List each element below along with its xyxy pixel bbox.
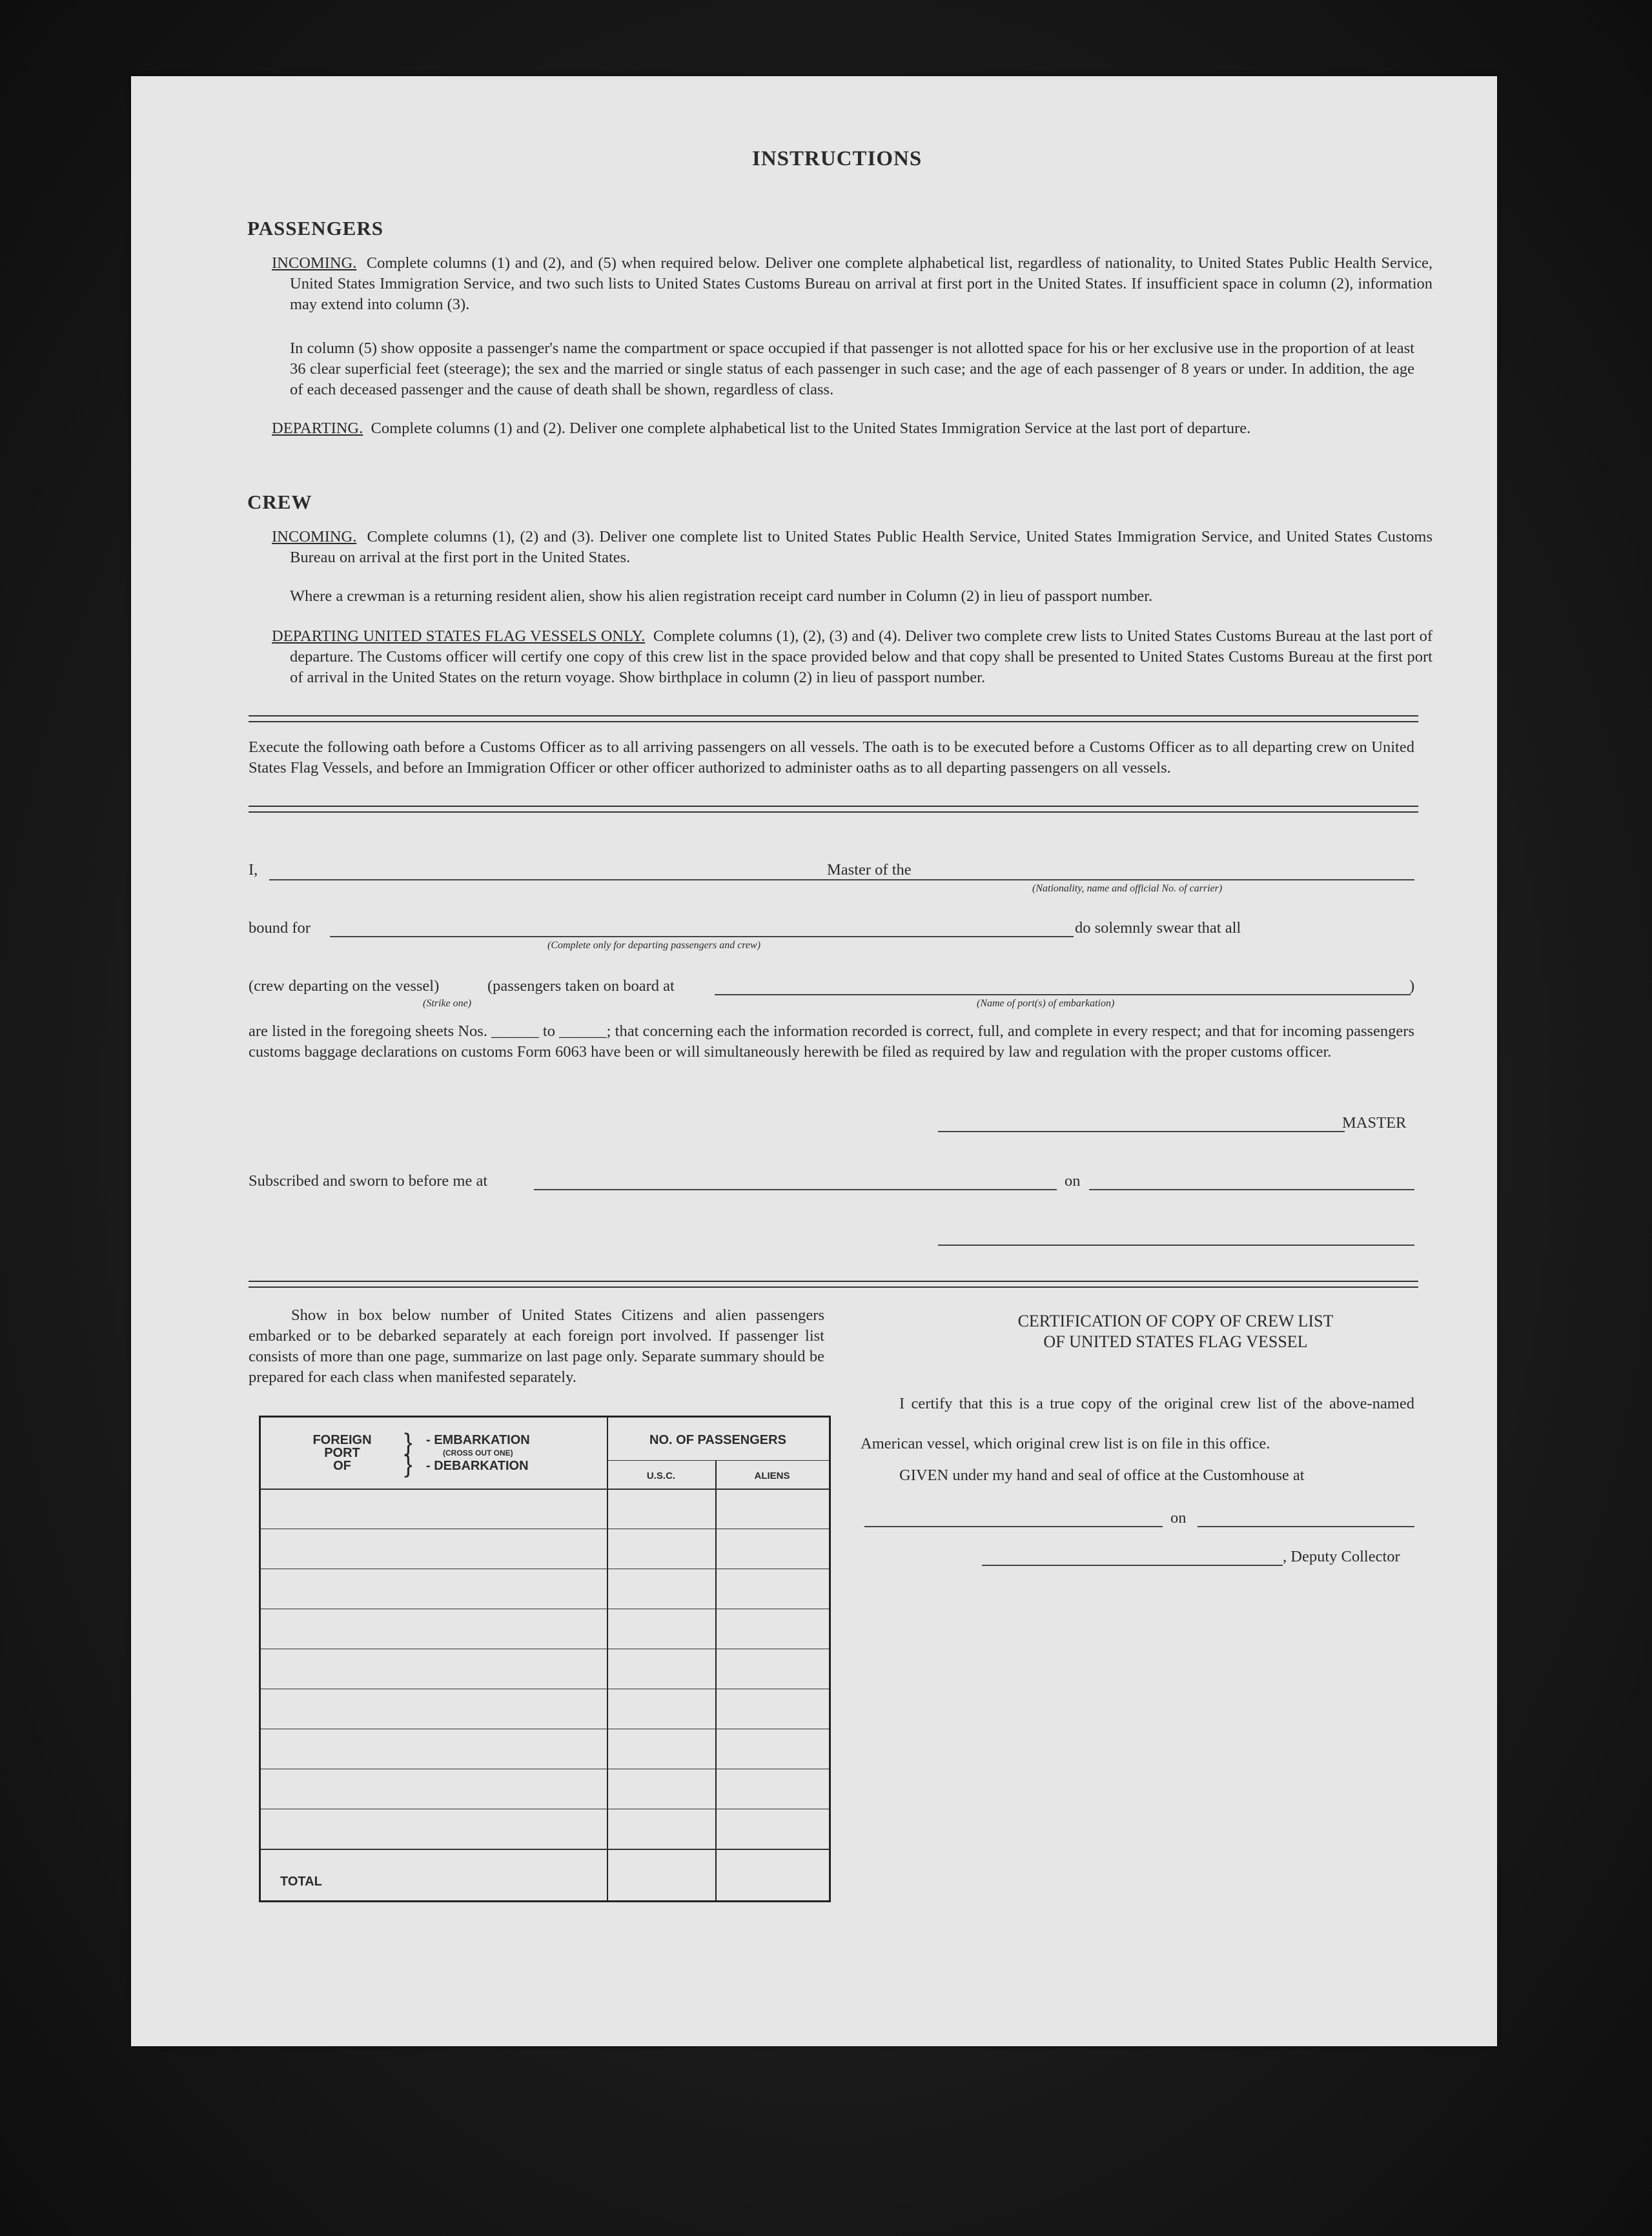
passengers-departing-label: DEPARTING. [272,420,363,437]
cross-out-note: (CROSS OUT ONE) [443,1448,513,1458]
subscribed-label: Subscribed and sworn to before me at [249,1172,488,1190]
certification-heading-line1: CERTIFICATION OF COPY OF CREW LIST [1017,1312,1334,1330]
table-total-divider [261,1849,829,1850]
passengers-departing-text: Complete columns (1) and (2). Deliver one complete alphabetical list to the United States Immigration Service at the last port of departure. [371,420,1251,437]
strike-caption: (Strike one) [423,998,472,1009]
certification-given-text: GIVEN under my hand and seal of office at the Customhouse at [899,1467,1305,1484]
crew-departing-text: Complete columns (1), (2), (3) and (4). Deliver two complete crew lists to United States Customs Bureau at the last port of departure. The Customs officer will certify one copy of this crew list in the space provided below and that copy shall be presented to United States Customs Bureau at the first port of arrival in the United States on the return voyage. Show birthplace in column (2) in lieu of passport number. [290,627,1433,686]
vessel-field[interactable] [935,879,1414,880]
swear-text: do solemnly swear that all [1075,919,1241,937]
oath-i-label: I, [249,861,258,879]
master-signature-line[interactable] [938,1131,1345,1132]
col-port-line3: OF [333,1459,351,1473]
usc-header: U.S.C. [646,1470,676,1481]
passengers-departing-paragraph [272,418,1433,439]
officer-signature-line[interactable] [938,1245,1414,1246]
table-header-bottom [261,1489,829,1490]
passengers-taken-option: (passengers taken on board at [487,977,675,995]
crew-resident-paragraph: Where a crewman is a returning resident alien, show his alien registration receipt card number in Column (2) in lieu of passport number. [290,587,1153,605]
crew-incoming-label: INCOMING. [272,528,357,545]
crew-incoming-text: Complete columns (1), (2) and (3). Deliver one complete list to United States Public Health Service, United States Immigration Service, and United States Customs Bureau on arrival at the first port in the United States. [290,528,1433,566]
close-paren: ) [1409,977,1415,995]
col-port-line1: FOREIGN [312,1433,372,1447]
certification-heading-line2: OF UNITED STATES FLAG VESSEL [1043,1332,1308,1351]
bound-for-label: bound for [249,919,311,937]
passenger-summary-table [259,1416,831,1902]
divider [249,1281,1418,1288]
oath-intro: Execute the following oath before a Customs Officer as to all arriving passengers on all vessels. The oath is to be executed before a Customs Officer as to all departing crew on United States Flag Vessels, and before an Immigration Officer or other officer authorized to administer oaths as to all departing passengers on all vessels. [249,738,1414,777]
oath-listed-text: are listed in the foregoing sheets Nos. ______ to ______; that concerning each the information recorded is correct, full, and complete in every respect; and that for incoming passengers customs baggage declarations on customs Form 6063 have been or will simultaneously herewith be filed as required by law and regulation with the proper customs officer. [249,1022,1414,1061]
no-of-passengers-header: NO. OF PASSENGERS [649,1433,786,1447]
certification-date-field[interactable] [1198,1526,1414,1527]
bound-caption: (Complete only for departing passengers and crew) [547,940,761,951]
page-title: INSTRUCTIONS [752,147,923,170]
embarkation-ports-field[interactable] [715,994,1411,995]
table-column-divider [607,1418,608,1900]
brace-icon: } [404,1429,413,1456]
master-of-the-label: Master of the [827,861,912,879]
master-signature-label: MASTER [1342,1114,1407,1132]
passengers-column5-paragraph: In column (5) show opposite a passenger's name the compartment or space occupied if that passenger is not allotted space for his or her exclusive use in the proportion of at least 36 clear superficial feet (steerage); the sex and the married or single status of each passenger in such case; and the age of each passenger of 8 years or under. In addition, the age of each deceased passenger and the cause of death shall be shown, regardless of class. [290,340,1414,398]
embarkation-label[interactable]: - EMBARKATION [426,1433,530,1447]
aliens-header: ALIENS [754,1470,790,1481]
certification-certify-text: I certify that this is a true copy of the original crew list of the above-named American vessel, which original crew list is on file in this office. [861,1395,1414,1452]
bound-for-field[interactable] [330,936,1074,937]
table-header-divider [607,1460,829,1461]
col-port-line2: PORT [324,1446,360,1460]
crew-heading: CREW [247,491,312,513]
ports-caption: (Name of port(s) of embarkation) [977,998,1115,1009]
divider [249,715,1418,722]
document-page [131,76,1497,2046]
table-column-divider [715,1460,717,1900]
subscribed-date-field[interactable] [1089,1189,1414,1190]
debarkation-label[interactable]: - DEBARKATION [426,1459,529,1473]
subscribed-on-label: on [1065,1172,1081,1190]
crew-incoming-paragraph [272,527,1433,568]
passengers-heading: PASSENGERS [247,217,383,239]
passengers-incoming-label: INCOMING. [272,254,357,272]
divider [249,806,1418,813]
total-label: TOTAL [280,1875,322,1889]
deputy-signature-line[interactable] [982,1565,1283,1566]
brace-icon: } [404,1451,413,1478]
deputy-collector-label: , Deputy Collector [1283,1548,1400,1565]
certification-on-label: on [1170,1509,1187,1527]
crew-departing-paragraph [272,626,1433,688]
nationality-caption: (Nationality, name and official No. of carrier) [1032,883,1223,894]
passengers-incoming-text: Complete columns (1) and (2), and (5) when required below. Deliver one complete alphabetical list, regardless of nationality, to United States Public Health Service, United States Immigration Service, and two such lists to United States Customs Bureau on arrival at first port in the United States. If insufficient space in column (2), information may extend into column (3). [290,254,1433,313]
subscribed-place-field[interactable] [534,1189,1057,1190]
crew-departing-option: (crew departing on the vessel) [249,977,440,995]
master-name-field[interactable] [269,879,951,880]
customhouse-field[interactable] [864,1526,1163,1527]
summary-instructions: Show in box below number of United States Citizens and alien passengers embarked or to be debarked separately at each foreign port involved. If passenger list consists of more than one page, summarize on last page only. Separate summary should be prepared for each class when manifested separately. [249,1306,824,1386]
passengers-incoming-paragraph [272,253,1433,315]
crew-departing-label: DEPARTING UNITED STATES FLAG VESSELS ONLY. [272,627,646,645]
